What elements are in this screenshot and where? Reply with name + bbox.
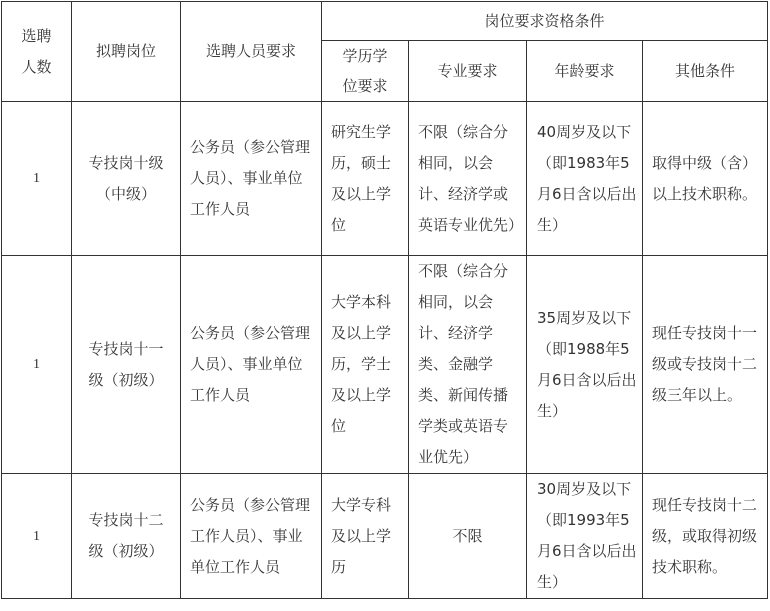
count-cell: 1: [2, 256, 72, 474]
other-cell: 取得中级（含）以上技术职称。: [643, 102, 768, 256]
age-cell: 40周岁及以下（即1983年5月6日含以后出生）: [527, 102, 643, 256]
header-count: 选聘人数: [2, 2, 72, 102]
position-requirements-table: [1, 1, 768, 599]
major-cell: 不限: [409, 474, 527, 599]
position-cell: 专技岗十级（中级）: [72, 102, 181, 256]
education-cell: 大学专科及以上学历: [322, 474, 409, 599]
header-major: 专业要求: [409, 41, 527, 102]
other-cell: 现任专技岗十一级或专技岗十二级三年以上。: [643, 256, 768, 474]
header-position: 拟聘岗位: [72, 2, 181, 102]
header-row: [2, 2, 768, 41]
position-cell: 专技岗十一级（初级）: [72, 256, 181, 474]
major-cell: 不限（综合分相同，以会计、经济学或英语专业优先）: [409, 102, 527, 256]
count-cell: 1: [2, 102, 72, 256]
table-row: [2, 474, 768, 599]
other-cell: 现任专技岗十二级，或取得初级技术职称。: [643, 474, 768, 599]
count-cell: 1: [2, 474, 72, 599]
major-cell: 不限（综合分相同，以会计、经济学类、金融学类、新闻传播学类或英语专业优先）: [409, 256, 527, 474]
age-cell: 35周岁及以下（即1988年5月6日含以后出生）: [527, 256, 643, 474]
candidate-cell: 公务员（参公管理人员）、事业单位工作人员: [181, 102, 322, 256]
header-education: 学历学位要求: [322, 41, 409, 102]
header-other: 其他条件: [643, 41, 768, 102]
header-qualifications: 岗位要求资格条件: [322, 2, 768, 41]
education-cell: 大学本科及以上学历，学士及以上学位: [322, 256, 409, 474]
position-cell: 专技岗十二级（初级）: [72, 474, 181, 599]
candidate-cell: 公务员（参公管理工作人员）、事业单位工作人员: [181, 474, 322, 599]
age-cell: 30周岁及以下（即1993年5月6日含以后出生）: [527, 474, 643, 599]
education-cell: 研究生学历，硕士及以上学位: [322, 102, 409, 256]
table-row: [2, 256, 768, 474]
header-candidate: 选聘人员要求: [181, 2, 322, 102]
table-row: [2, 102, 768, 256]
header-age: 年龄要求: [527, 41, 643, 102]
candidate-cell: 公务员（参公管理人员）、事业单位工作人员: [181, 256, 322, 474]
